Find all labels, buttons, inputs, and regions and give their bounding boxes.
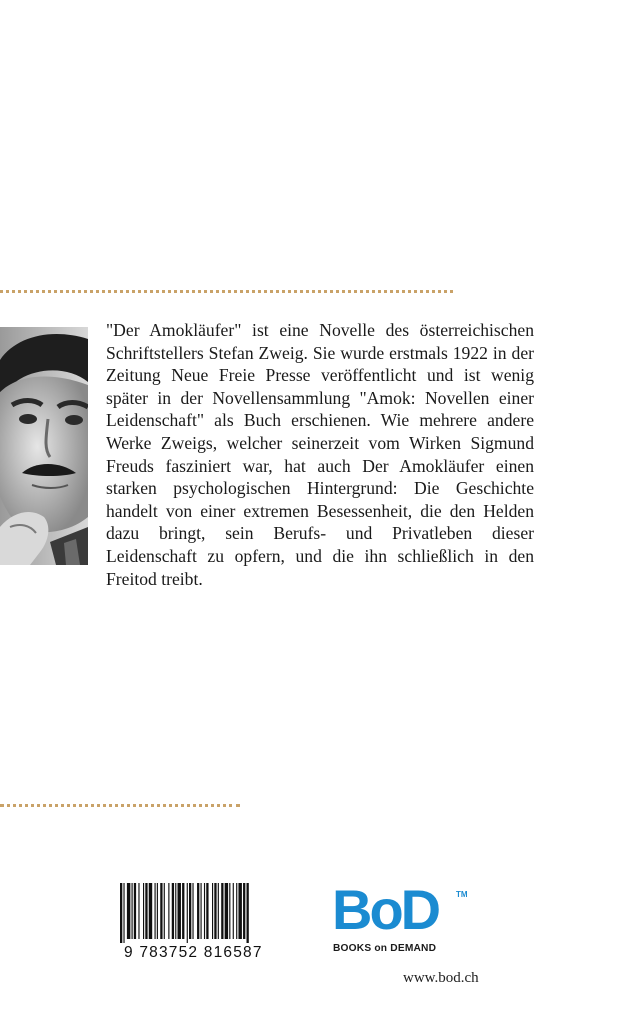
barcode-bar bbox=[160, 883, 162, 939]
publisher-logo bbox=[332, 878, 472, 958]
barcode-bar bbox=[168, 883, 169, 939]
barcode-bar bbox=[197, 883, 199, 939]
barcode-bar bbox=[149, 883, 152, 939]
barcode-bar bbox=[221, 883, 223, 939]
barcode-bar bbox=[247, 883, 249, 943]
book-description-text: "Der Amokläufer" ist eine Novelle des österreichischen Schriftstellers Stefan Zweig. Sie wurde erstmals 1922 in der Zeitung Neue Freie Presse veröffentlicht und ist wenig später in der Novellensammlung "Amok: Novellen einer Leidenschaft" als Buch erschienen. Wie mehrere andere Werke Zweigs, welcher seinerzeit vom Wirken Sigmund Freuds fasziniert war, hat auch Der Amokläufer einen starken psychologischen Hintergrund: Die Geschichte handelt von einer extremen Besessenheit, die den Helden dazu bringt, sein Berufs- und Privatleben dieser Leidenschaft zu opfern, und die ihn schließlich in den Freitod treibt. bbox=[106, 320, 534, 589]
barcode-bar bbox=[187, 883, 188, 943]
barcode-bar bbox=[229, 883, 230, 939]
barcode-bar bbox=[238, 883, 241, 939]
barcode-bar bbox=[214, 883, 216, 939]
barcode-bar bbox=[123, 883, 124, 943]
author-portrait-photo bbox=[0, 327, 88, 565]
trademark-mark: TM bbox=[456, 890, 468, 899]
isbn-number: 9 783752 816587 bbox=[124, 944, 263, 961]
barcode-bar bbox=[175, 883, 176, 939]
barcode-bar bbox=[145, 883, 147, 939]
bod-logo-word: BoD bbox=[332, 878, 439, 941]
barcode-bar bbox=[218, 883, 219, 939]
barcode-bar bbox=[138, 883, 139, 939]
barcode-bar bbox=[155, 883, 156, 939]
barcode-bar bbox=[225, 883, 228, 939]
decorative-dotted-rule-bottom bbox=[0, 804, 240, 807]
barcode-bar bbox=[204, 883, 205, 939]
barcode-bar bbox=[132, 883, 133, 939]
decorative-dotted-rule-top bbox=[0, 290, 453, 293]
barcode-bar bbox=[243, 883, 245, 939]
barcode-bar bbox=[157, 883, 158, 939]
barcode-bar bbox=[134, 883, 136, 939]
publisher-website: www.bod.ch bbox=[403, 970, 479, 986]
barcode-bar bbox=[164, 883, 165, 939]
barcode-bar bbox=[172, 883, 174, 939]
barcode-bar bbox=[178, 883, 181, 939]
barcode-bar bbox=[189, 883, 191, 939]
publisher-tagline: BOOKS on DEMAND bbox=[333, 943, 437, 954]
barcode-bar bbox=[120, 883, 122, 943]
barcode-bar bbox=[236, 883, 237, 939]
barcode-bar bbox=[143, 883, 144, 939]
barcode-bar bbox=[192, 883, 193, 939]
barcode-bar bbox=[201, 883, 202, 939]
barcode-bar bbox=[182, 883, 184, 939]
barcode-bar bbox=[212, 883, 213, 939]
barcode-bar bbox=[127, 883, 130, 939]
barcode-bar bbox=[206, 883, 208, 939]
barcode-bar bbox=[233, 883, 234, 939]
